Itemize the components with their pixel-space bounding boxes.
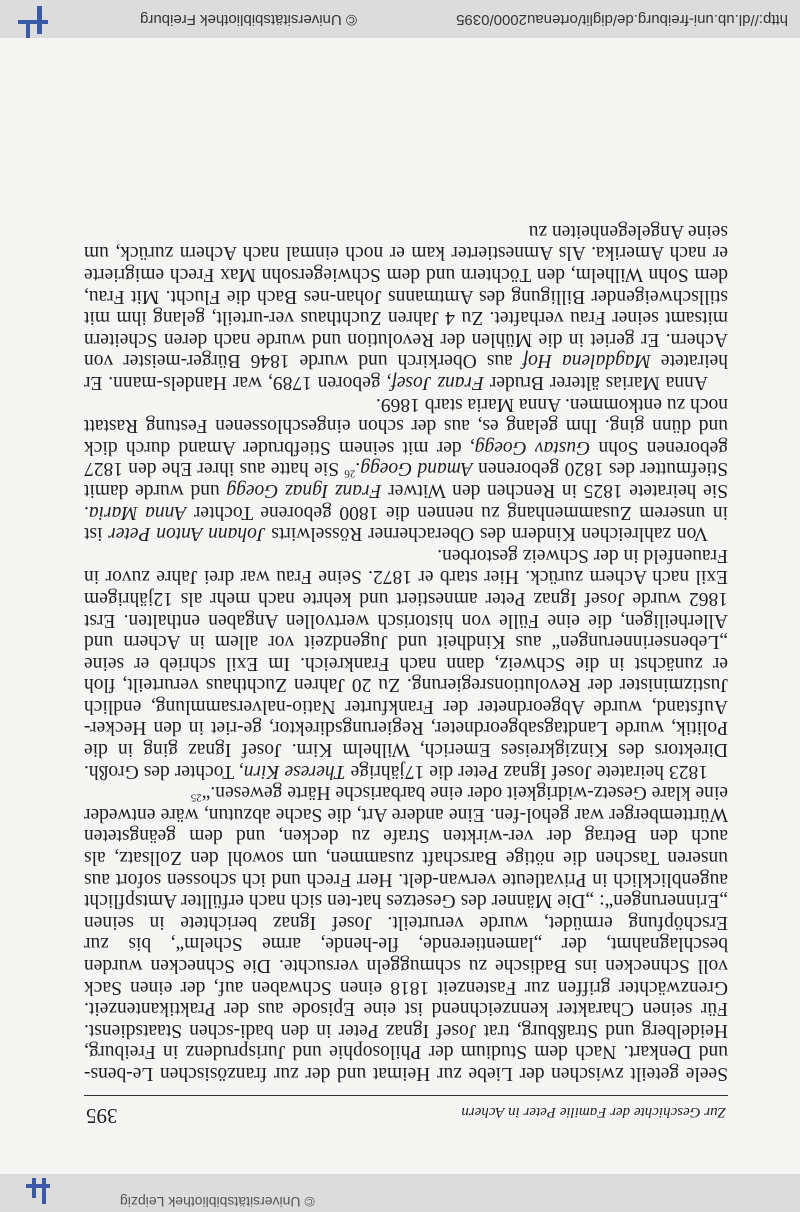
- digital-library-strip: [0, 0, 800, 38]
- text-run: , der mit seinem Stiefbruder Amand durch dick und dünn ging. Ihm gelang es, aus der schon eingeschlossenen Festung Rastatt noch zu entkommen. Anna Maria starb 1869.: [84, 393, 728, 458]
- text-run: und wurde damit Stiefmutter des 1820 geborenen: [84, 458, 728, 501]
- text-run: Von zahlreichen Kindern des Oberacherner Rösselwirts: [265, 523, 708, 545]
- person-name: Gustav Goegg: [474, 436, 591, 458]
- header-rule: [84, 1095, 728, 1096]
- person-name: Johann Anton Peter: [108, 523, 266, 545]
- holder-text: © Universitätsbibliothek Freiburg: [140, 11, 357, 28]
- person-name: Franz Josef: [391, 372, 484, 393]
- paragraph: [84, 220, 728, 393]
- paragraph: [84, 782, 728, 1084]
- person-name: Magdalena Hof: [522, 350, 651, 372]
- page-number: 395: [86, 1104, 118, 1128]
- library-logo-icon: [8, 1174, 52, 1212]
- ub-freiburg-logo-icon: [8, 0, 52, 38]
- text-run: 1823 heiratete Josef Ignaz Peter die 17jährige: [345, 760, 708, 782]
- person-name: Anna Maria: [88, 501, 187, 523]
- text-run: Sie hatte aus ihrer Ehe den 1827 geborenen Sohn: [83, 436, 728, 480]
- running-head: Zur Geschichte der Familie Peter in Achern: [461, 1104, 726, 1120]
- text-run: . Sie heiratete 1825 in Renchen den Witwer: [84, 479, 728, 523]
- person-name: Therese Kirn: [243, 760, 346, 782]
- paragraph: [84, 393, 728, 544]
- person-name: Amand Goegg: [360, 458, 473, 480]
- library-copyright-strip: [0, 1174, 800, 1212]
- permalink-url: http://dl.ub.uni-freiburg.de/diglit/ortenau2000/0395: [456, 11, 788, 28]
- text-run: , Tochter des Großh. Direktors des Kinzigkreises Emerich, Wilhelm Kirn. Josef Ignaz ging in die Politik, wurde Landtagsabgeordneter, Regierungsdirektor, ge-riet in den Hecker-Aufstand, wurde Abgeordneter der Frankfurter Natio-nalversammlung, endlich Justizminister der Revolutionsregierung. Zu 20 Jahren Zuchthaus verurteilt, floh er zunächst in die Schweiz, dann nach Frankreich. Im Exil schrieb er seine „Lebenserinnerungen“ aus Kindheit und Jugendzeit vor allem in Achern und Allerheiligen, die eine Fülle von historisch wertvollen Angaben enthalten. Erst 1862 wurde Josef Ignaz Peter amnestiert und kehrte nach mehr als 12jährigem Exil nach Achern zurück. Hier starb er 1872. Seine Frau war drei Jahre zuvor in Frauenfeld in der Schweiz gestorben.: [84, 544, 728, 782]
- text-run: ist in unserem Zusammenhang zu nennen die 1800 geborene Tochter: [84, 501, 728, 545]
- footnote-marker: 26: [344, 467, 356, 480]
- body-text: [84, 220, 728, 1084]
- text-run: .: [355, 458, 361, 480]
- copyright-text: © Universitätsbibliothek Leipzig: [120, 1194, 315, 1210]
- paragraph: [84, 544, 728, 782]
- footnote-marker: 25: [190, 791, 202, 804]
- person-name: Franz Ignaz Goegg: [226, 479, 382, 501]
- text-run: , geboren 1789, war Handels-mann. Er heiratete: [83, 350, 728, 393]
- text-run: Anna Marias älterer Bruder: [483, 372, 708, 393]
- text-run: aus Oberkirch und wurde 1846 Bürger-meister von Achern. Er geriet in die Mühlen der Revolution und wurde nach deren Scheitern mitsamt seiner Frau verhaftet. Zu 4 Jahren Zuchthaus ver-urteilt, gelang ihm mit stillschweigender Billigung des Amtmanns Johan-nes Bach die Flucht. Mit Frau, dem Sohn Wilhelm, den Töchtern und dem Schwiegersohn Max Frech emigrierte er nach Amerika. Als Amnestierter kam er noch einmal nach Achern zurück, um seine Angelegenheiten zu: [84, 220, 728, 372]
- text-run: Seele geteilt zwischen der Liebe zur Heimat und der zur französischen Le-bens- und Denkart. Nach dem Studium der Philosophie und Jurisprudenz in Freiburg, Heidelberg und Straßburg, trat Josef Ignaz Peter in den badi-schen Staatsdienst. Für seinen Charakter kennzeichnend ist eine Episode aus der Praktikantenzeit. Grenzwächter griffen zur Fastenzeit 1818 einen Schwaben auf, der einen Sack voll Schnecken ins Badische zu schmuggeln versuchte. Die Schnecken wurden beschlagnahmt, der „lamentierende, fle-hende, arme Schelm“, bis zur Erschöpfung ermüdet, wurde verurteilt. Josef Ignaz berichtete in seinen „Erinnerungen“: „Die Männer des Gesetzes hat-ten sich nach erfüllter Amtspflicht augenblicklich in Privatleute verwan-delt. Herr Frech und ich schossen sofort aus unseren Taschen die nötige Barschaft zusammen, um sowohl den Zollsatz, als auch den Betrag der ver-wirkten Strafe zu decken, und dem geängsteten Württemberger war gehol-fen. Eine andere Art, die Sache abzutun, wäre entweder eine klare Gesetz-widrigkeit oder eine barbarische Härte gewesen.“: [84, 782, 728, 1084]
